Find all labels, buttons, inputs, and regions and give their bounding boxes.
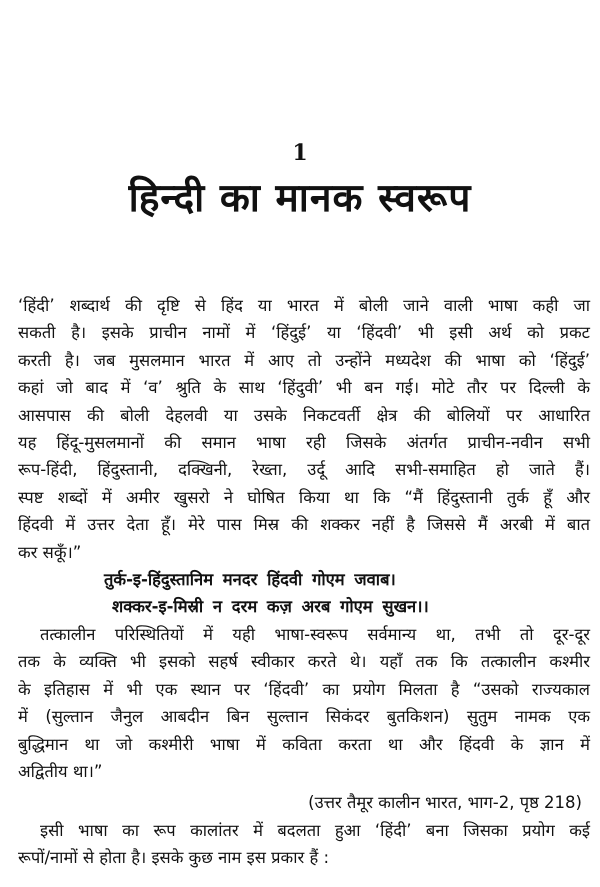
text-line: रूप-हिंदी, हिंदुस्तानी, दक्खिनी, रेख्ता, उर्दू आदि सभी-समाहित हो जाते हैं। <box>18 460 590 480</box>
paragraph-2 <box>18 621 590 785</box>
verse-couplet <box>18 566 590 621</box>
chapter-title: हिन्दी का मानक स्वरूप <box>128 176 472 221</box>
text-line: अद्वितीय था।” <box>18 761 103 781</box>
chapter-number: 1 <box>292 140 308 166</box>
text-line: हिंदवी में उत्तर देता हूँ। मेरे पास मिस्र की शक्कर नहीं है जिससे मैं अरबी में बात <box>18 515 590 535</box>
paragraph-1 <box>18 292 590 566</box>
text-line: रूपों/नामों से होता है। इसके कुछ नाम इस प्रकार हैं : <box>18 848 330 868</box>
text-line: यह हिंदू-मुसलमानों की समान भाषा रही जिसके अंतर्गत प्राचीन-नवीन सभी <box>18 433 590 453</box>
text-line: करती है। जब मुसलमान भारत में आए तो उन्होंने मध्यदेश की भाषा को ‘हिंदुई’ <box>18 350 590 370</box>
text-line: तत्कालीन परिस्थितियों में यही भाषा-स्वरूप सर्वमान्य था, तभी तो दूर-दूर <box>40 624 590 644</box>
paragraph-3 <box>18 817 590 872</box>
verse-line: तुर्क-इ-हिंदुस्तानिम मनदर हिंदवी गोएम जवाब। <box>104 570 396 590</box>
text-line: के इतिहास में भी एक स्थान पर ‘हिंदवी’ का प्रयोग मिलता है “उसको राज्यकाल <box>18 679 590 699</box>
text-line: में (सुल्तान जैनुल आबदीन बिन सुल्तान सिकंदर बुतकिशन) सुतुम नामक एक <box>18 707 590 727</box>
text-line: ‘हिंदी’ शब्दार्थ की दृष्टि से हिंद या भारत में बोली जाने वाली भाषा कही जा <box>18 296 590 315</box>
text-line: इसी भाषा का रूप कालांतर में बदलता हुआ ‘हिंदी’ बना जिसका प्रयोग कई <box>40 820 590 840</box>
body-text <box>18 292 590 872</box>
text-line: स्पष्ट शब्दों में अमीर खुसरो ने घोषित किया था कि “मैं हिंदुस्तानी तुर्क हूँ और <box>18 487 590 507</box>
text-line: सकती है। इसके प्राचीन नामों में ‘हिंदुई’ या ‘हिंदवी’ भी इसी अर्थ को प्रकट <box>18 323 590 343</box>
text-line: कर सकूँ।” <box>18 542 82 562</box>
text-line: बुद्धिमान था जो कश्मीरी भाषा में कविता करता था और हिंदवी के ज्ञान में <box>18 734 590 754</box>
text-line: आसपास की बोली देहलवी या उसके निकटवर्ती क्षेत्र की बोलियों पर आधारित <box>18 405 590 425</box>
citation: (उत्तर तैमूर कालीन भारत, भाग-2, पृष्ठ 218) <box>308 793 582 813</box>
text-line: तक के व्यक्ति भी इसको सहर्ष स्वीकार करते थे। यहाँ तक कि तत्कालीन कश्मीर <box>18 652 590 672</box>
verse-line: शक्कर-इ-मिस्री न दरम कज़ अरब गोएम सुखन।। <box>112 597 429 617</box>
text-line: कहां जो बाद में ‘व’ श्रुति के साथ ‘हिंदुवी’ भी बन गई। मोटे तौर पर दिल्ली के <box>18 378 590 398</box>
